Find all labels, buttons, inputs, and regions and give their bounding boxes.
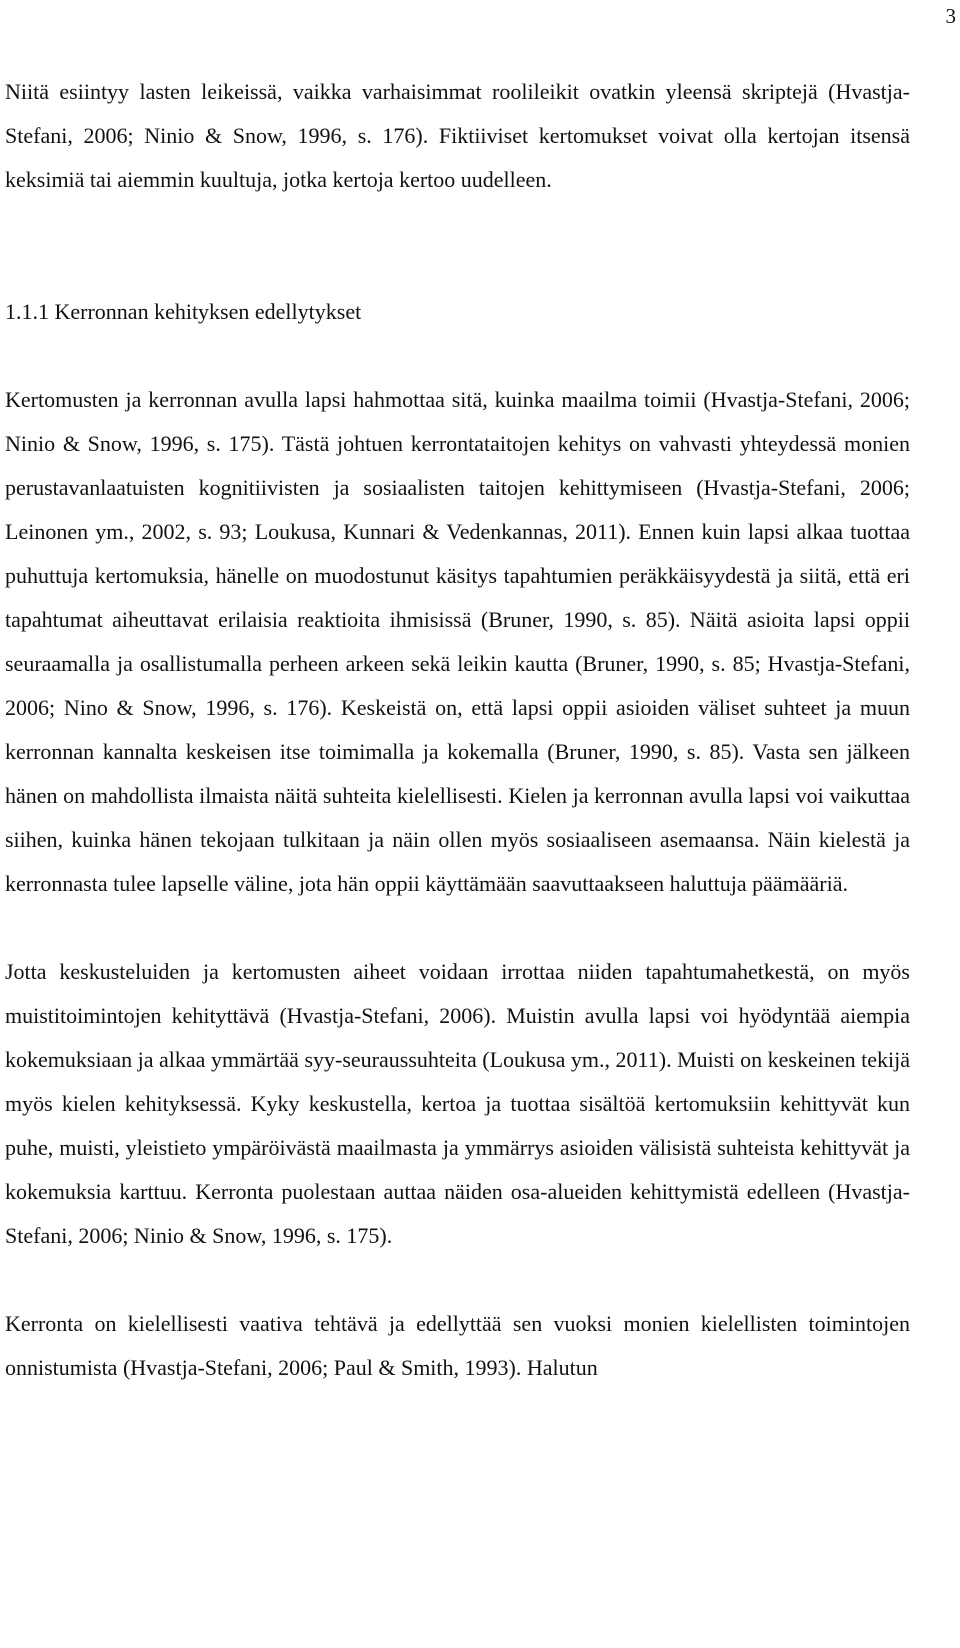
document-body bbox=[5, 70, 910, 1390]
page-number: 3 bbox=[945, 4, 956, 28]
paragraph-linguistic-demands: Kerronta on kielellisesti vaativa tehtävä ja edellyttää sen vuoksi monien kielellisten toimintojen onnistumista (Hvastja-Stefani, 2006; Paul & Smith, 1993). Halutun bbox=[5, 1311, 910, 1380]
section-heading: 1.1.1 Kerronnan kehityksen edellytykset bbox=[5, 299, 362, 324]
paragraph-development-prerequisites: Kertomusten ja kerronnan avulla lapsi hahmottaa sitä, kuinka maailma toimii (Hvastja-Stefani, 2006; Ninio & Snow, 1996, s. 175). Tästä johtuen kerrontataitojen kehitys on vahvasti yhteydessä monien perustavanlaatuisten kognitiivisten ja sosiaalisten taitojen kehittymiseen (Hvastja-Stefani, 2006; Leinonen ym., 2002, s. 93; Loukusa, Kunnari & Vedenkannas, 2011). Ennen kuin lapsi alkaa tuottaa puhuttuja kertomuksia, hänelle on muodostunut käsitys tapahtumien peräkkäisyydestä ja siitä, että eri tapahtumat aiheuttavat erilaisia reaktioita ihmisissä (Bruner, 1990, s. 85). Näitä asioita lapsi oppii seuraamalla ja osallistumalla perheen arkeen sekä leikin kautta (Bruner, 1990, s. 85; Hvastja-Stefani, 2006; Nino & Snow, 1996, s. 176). Keskeistä on, että lapsi oppii asioiden väliset suhteet ja muun kerronnan kannalta keskeisen itse toimimalla ja kokemalla (Bruner, 1990, s. 85). Vasta sen jälkeen hänen on mahdollista ilmaista näitä suhteita kielellisesti. Kielen ja kerronnan avulla lapsi voi vaikuttaa siihen, kuinka hänen tekojaan tulkitaan ja näin ollen myös sosiaaliseen asemaansa. Näin kielestä ja kerronnasta tulee lapselle väline, jota hän oppii käyttämään saavuttaakseen haluttuja päämääriä. bbox=[5, 387, 910, 896]
intro-paragraph: Niitä esiintyy lasten leikeissä, vaikka varhaisimmat roolileikit ovatkin yleensä skriptejä (Hvastja-Stefani, 2006; Ninio & Snow, 1996, s. 176). Fiktiiviset kertomukset voivat olla kertojan itsensä keksimiä tai aiemmin kuultuja, jotka kertoja kertoo uudelleen. bbox=[5, 79, 910, 192]
paragraph-memory-functions: Jotta keskusteluiden ja kertomusten aiheet voidaan irrottaa niiden tapahtumahetkestä, on myös muistitoimintojen kehityttävä (Hvastja-Stefani, 2006). Muistin avulla lapsi voi hyödyntää aiempia kokemuksiaan ja alkaa ymmärtää syy-seuraussuhteita (Loukusa ym., 2011). Muisti on keskeinen tekijä myös kielen kehityksessä. Kyky keskustella, kertoa ja tuottaa sisältöä kertomuksiin kehittyvät kun puhe, muisti, yleistieto ympäröivästä maailmasta ja ymmärrys asioiden välisistä suhteista kehittyvät ja kokemuksia karttuu. Kerronta puolestaan auttaa näiden osa-alueiden kehittymistä edelleen (Hvastja-Stefani, 2006; Ninio & Snow, 1996, s. 175). bbox=[5, 959, 910, 1248]
